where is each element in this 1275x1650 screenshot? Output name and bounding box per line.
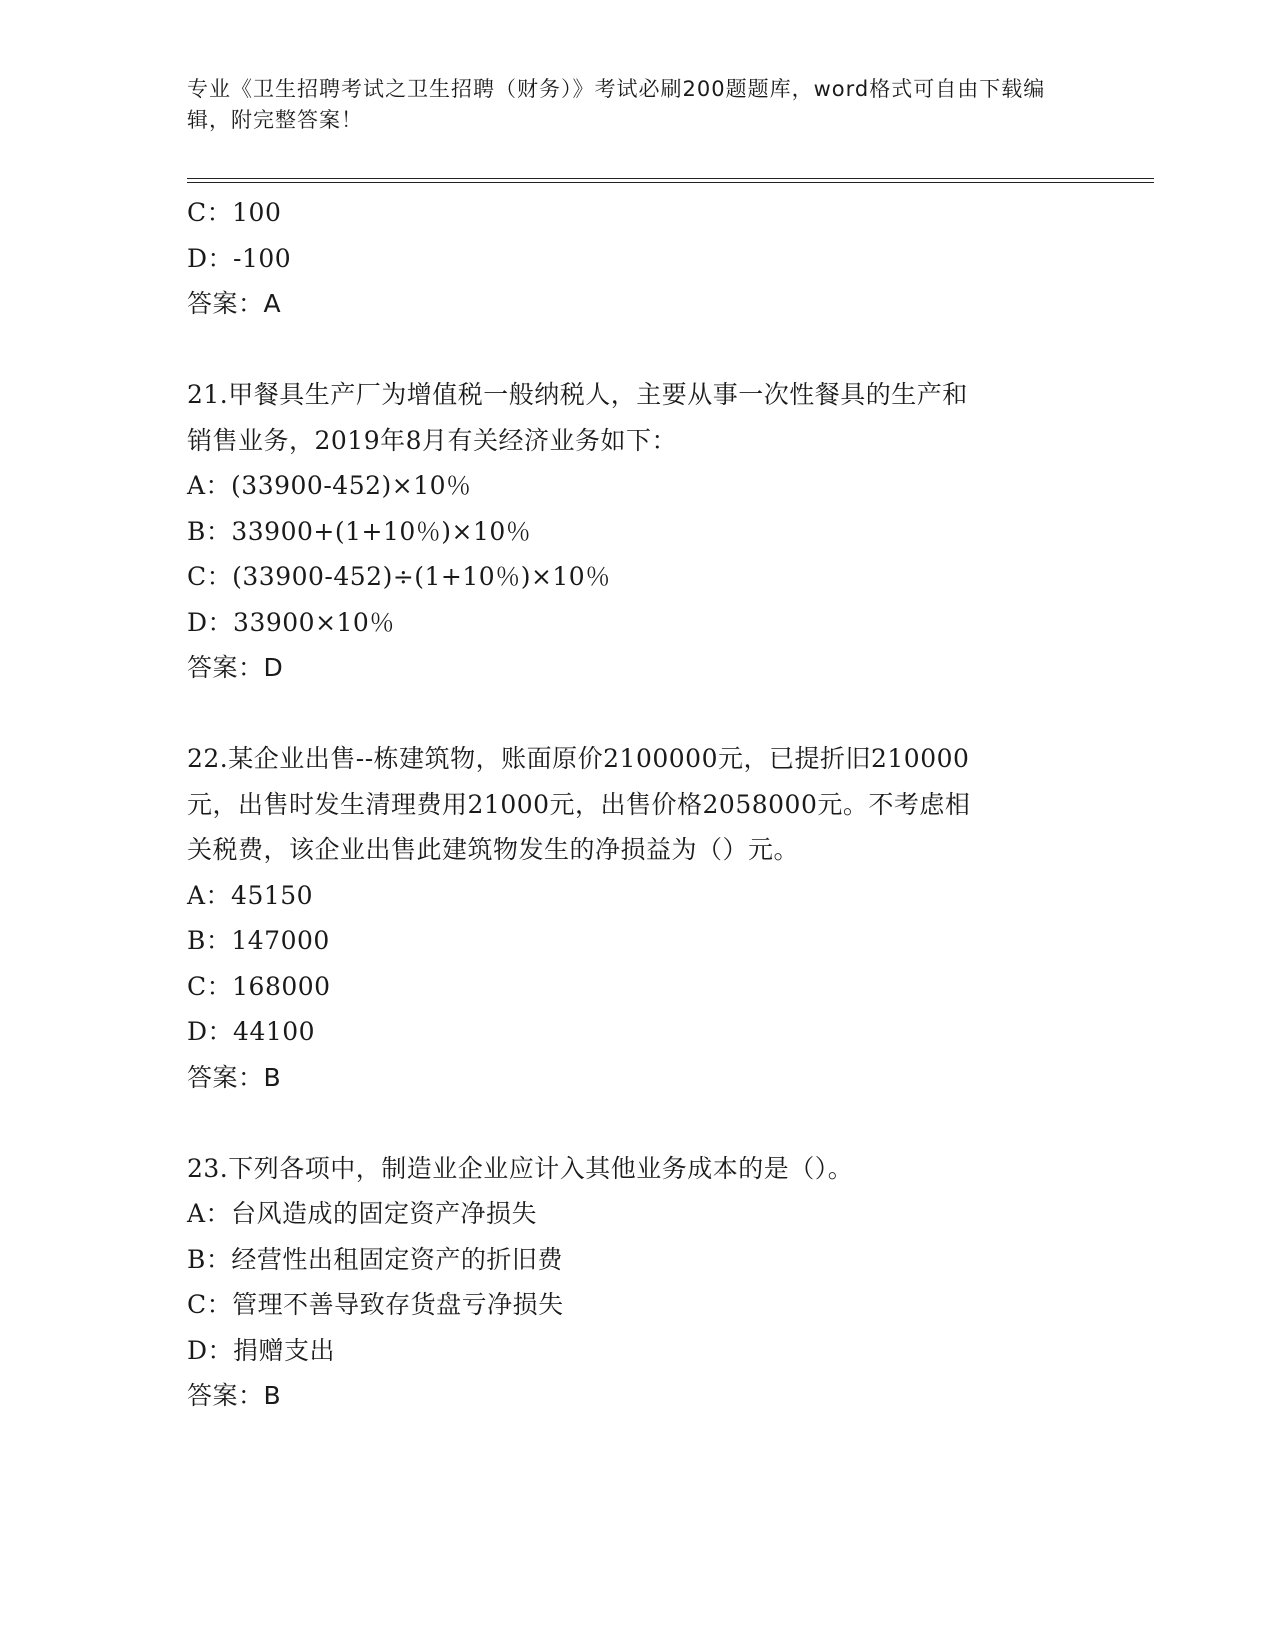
option-d: D：33900×10％	[187, 607, 395, 637]
option-d: D：44100	[187, 1017, 316, 1046]
header-divider-bottom	[187, 182, 1154, 183]
question-stem: 关税费，该企业出售此建筑物发生的净损益为（）元。	[187, 835, 800, 864]
option-c: C：(33900-452)÷(1+10％)×10％	[187, 562, 611, 591]
question-23	[187, 1146, 1087, 1419]
answer-line: 答案：A	[187, 289, 282, 318]
document-header: 专业《卫生招聘考试之卫生招聘（财务）》考试必刷200题题库，word格式可自由下载编辑，附完整答案！	[187, 77, 1046, 132]
option-b: B：33900+(1+10％)×10％	[187, 516, 532, 546]
previous-question-tail	[187, 190, 1087, 327]
option-c: C：管理不善导致存货盘亏净损失	[187, 1290, 564, 1319]
answer-line: 答案：B	[187, 1381, 282, 1410]
option-c: C：100	[187, 198, 282, 227]
answer-line: 答案：B	[187, 1062, 282, 1092]
option-a: A：45150	[187, 880, 314, 910]
option-a: A：(33900-452)×10％	[187, 471, 472, 500]
option-b: B：147000	[187, 926, 330, 955]
question-stem: 23.下列各项中，制造业企业应计入其他业务成本的是（）。	[187, 1153, 854, 1183]
option-b: B：经营性出租固定资产的折旧费	[187, 1244, 563, 1274]
question-stem: 21.甲餐具生产厂为增值税一般纳税人，主要从事一次性餐具的生产和	[187, 380, 968, 409]
question-list	[187, 190, 1087, 1419]
question-stem: 元，出售时发生清理费用21000元，出售价格2058000元。不考虑相	[187, 789, 971, 819]
question-stem: 22.某企业出售--栋建筑物，账面原价2100000元，已提折旧210000	[187, 744, 970, 773]
option-c: C：168000	[187, 971, 331, 1001]
question-stem: 销售业务，2019年8月有关经济业务如下：	[187, 425, 678, 455]
header-divider-top	[187, 178, 1154, 179]
option-d: D：-100	[187, 243, 292, 273]
question-21	[187, 372, 1087, 691]
question-22	[187, 736, 1087, 1100]
option-a: A：台风造成的固定资产净损失	[187, 1199, 538, 1228]
answer-line: 答案：D	[187, 653, 284, 682]
option-d: D：捐赠支出	[187, 1335, 336, 1365]
